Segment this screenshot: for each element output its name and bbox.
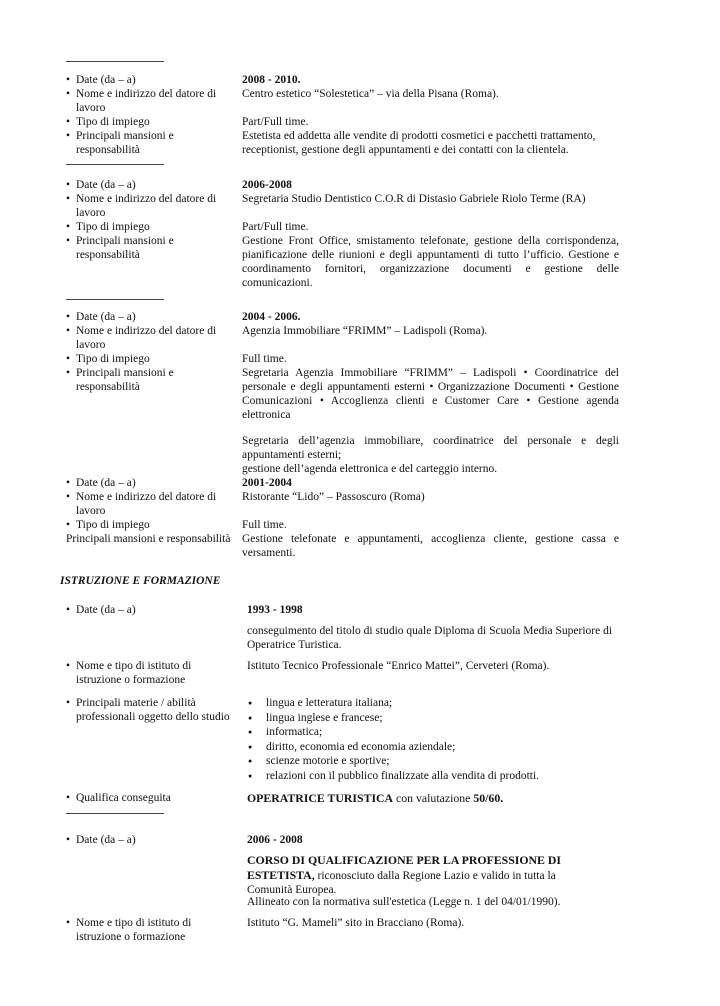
separator-line <box>66 61 164 62</box>
label-duties: • Principali mansioni e responsabilità <box>66 234 231 262</box>
label-employer: • Nome e indirizzo del datore di lavoro <box>66 192 231 220</box>
job-labels <box>66 310 231 394</box>
edu-label-qualification: • Qualifica conseguita <box>66 791 231 805</box>
job-employer: Agenzia Immobiliare “FRIMM” – Ladispoli (Roma). <box>242 325 488 337</box>
subjects-list <box>247 696 619 783</box>
edu-date: 2006 - 2008 <box>247 834 303 846</box>
label-date: • Date (da – a) <box>66 310 231 324</box>
label-type: • Tipo di impiego <box>66 220 231 234</box>
label-type: • Tipo di impiego <box>66 518 231 532</box>
section-title-education: ISTRUZIONE E FORMAZIONE <box>60 575 221 587</box>
job-employer: Centro estetico “Solestetica” – via della Pisana (Roma). <box>242 88 499 100</box>
qualification-mid: con valutazione <box>393 791 474 805</box>
edu-label-date: • Date (da – a) <box>66 603 231 617</box>
edu-description: conseguimento del titolo di studio quale Diploma di Scuola Media Superiore di Operatrice Turistica. <box>247 625 613 651</box>
job-date: 2008 - 2010. <box>242 74 301 86</box>
label-duties: • Principali mansioni e responsabilità <box>66 129 231 157</box>
list-item: ● relazioni con il pubblico finalizzate alla vendita di prodotti. <box>247 769 619 784</box>
edu-date: 1993 - 1998 <box>247 604 303 616</box>
job-type: Part/Full time. <box>242 221 309 233</box>
edu-institute: Istituto “G. Mameli” sito in Bracciano (Roma). <box>247 917 465 929</box>
label-duties: • Principali mansioni e responsabilità <box>66 366 231 394</box>
job-type: Part/Full time. <box>242 116 309 128</box>
job-duties: Estetista ed addetta alle vendite di prodotti cosmetici e pacchetti trattamento, receptionist, gestione degli appuntamenti e dei contatti con la clientela. <box>242 130 596 156</box>
job-duties: Segretaria Agenzia Immobiliare “FRIMM” – Ladispoli • Coordinatrice del personale e degli appuntamenti esterni • Organizzazione Documenti • Gestione Comunicazioni • Accoglienza clienti e Customer Care • Gestione agenda elettronica <box>242 367 619 421</box>
list-item: ● informatica; <box>247 725 619 740</box>
list-item: ● diritto, economia ed economia aziendale; <box>247 740 619 755</box>
edu-label-institute: • Nome e tipo di istituto di istruzione o formazione <box>66 659 231 687</box>
job-labels <box>66 73 231 157</box>
label-employer: • Nome e indirizzo del datore di lavoro <box>66 87 231 115</box>
list-item: ● scienze motorie e sportive; <box>247 754 619 769</box>
label-date: • Date (da – a) <box>66 178 231 192</box>
label-type: • Tipo di impiego <box>66 352 231 366</box>
job-type: Full time. <box>242 519 287 531</box>
course-title: CORSO DI QUALIFICAZIONE PER LA PROFESSIONE DI ESTETISTA, <box>247 853 561 882</box>
qualification-title: OPERATRICE TURISTICA <box>247 791 394 805</box>
edu-course-note: Allineato con la normativa sull'estetica (Legge n. 1 del 04/01/1990). <box>247 896 561 908</box>
edu-label-date: • Date (da – a) <box>66 833 231 847</box>
job-duties: Gestione Front Office, smistamento telefonate, gestione della corrispondenza, pianificazione delle riunioni e degli appuntamenti di tutto l’ufficio. Gestione e coordinamento fornitori, organizzazione documenti e gestione delle comunicazioni. <box>242 235 619 289</box>
edu-label-institute: • Nome e tipo di istituto di istruzione o formazione <box>66 916 231 944</box>
list-item: ● lingua e letteratura italiana; <box>247 696 619 711</box>
edu-course <box>247 853 587 897</box>
job-type: Full time. <box>242 353 287 365</box>
edu-qualification <box>247 791 619 805</box>
separator-line <box>66 299 164 300</box>
job-duties: Gestione telefonate e appuntamenti, accoglienza cliente, gestione cassa e versamenti. <box>242 533 619 559</box>
job-employer: Ristorante “Lido” – Passoscuro (Roma) <box>242 491 425 503</box>
separator-line <box>66 164 164 165</box>
label-employer: • Nome e indirizzo del datore di lavoro <box>66 490 231 518</box>
edu-institute: Istituto Tecnico Professionale “Enrico Mattei”, Cerveteri (Roma). <box>247 660 550 672</box>
separator-line <box>66 813 164 814</box>
job-labels <box>66 178 231 262</box>
job-date: 2001-2004 <box>242 477 292 489</box>
qualification-score: 50/60. <box>473 791 504 805</box>
label-duties: Principali mansioni e responsabilità <box>66 533 231 545</box>
list-item: ● lingua inglese e francese; <box>247 711 619 726</box>
label-date: • Date (da – a) <box>66 73 231 87</box>
job-duties-extra-2: gestione dell’agenda elettronica e del carteggio interno. <box>242 463 498 475</box>
edu-label-subjects: • Principali materie / abilità professionali oggetto dello studio <box>66 696 231 724</box>
label-employer: • Nome e indirizzo del datore di lavoro <box>66 324 231 352</box>
job-employer: Segretaria Studio Dentistico C.O.R di Distasio Gabriele Riolo Terme (RA) <box>242 193 586 205</box>
label-type: • Tipo di impiego <box>66 115 231 129</box>
job-date: 2004 - 2006. <box>242 311 301 323</box>
job-labels <box>66 476 231 546</box>
job-date: 2006-2008 <box>242 179 292 191</box>
label-date: • Date (da – a) <box>66 476 231 490</box>
course-rest: riconosciuto dalla Regione Lazio e valido in tutta la Comunità Europea. <box>247 870 556 896</box>
job-duties-extra: Segretaria dell’agenzia immobiliare, coordinatrice del personale e degli appuntamenti esterni; <box>242 435 619 461</box>
